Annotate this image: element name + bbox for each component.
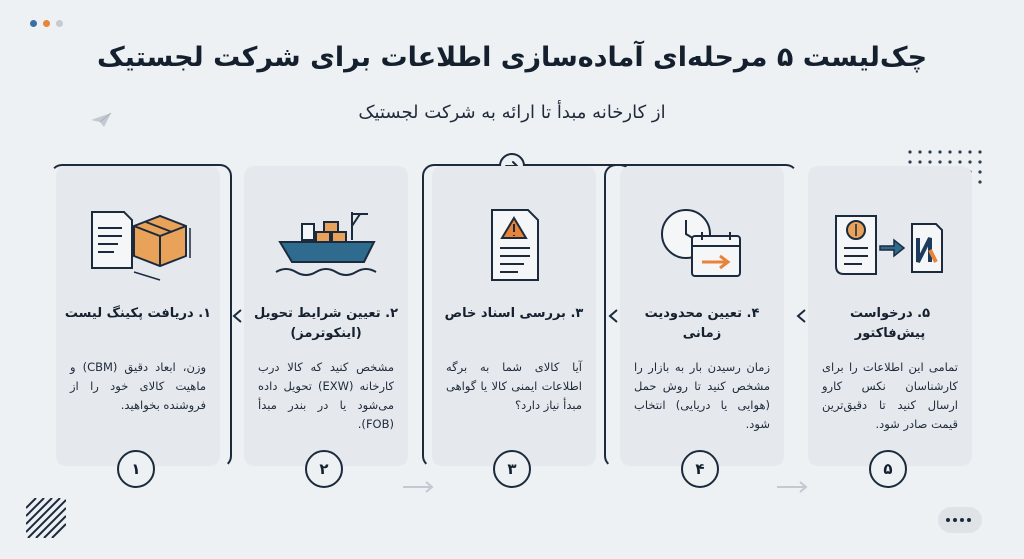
step-description: آیا کالای شما به برگه اطلاعات ایمنی کالا یا گواهی مبدأ نیاز دارد؟ [446,360,582,412]
warning-document-icon [454,206,574,284]
step-title: ۵. درخواست پیش‌فاکتور [849,306,931,341]
page-subtitle: از کارخانه مبدأ تا ارائه به شرکت لجستیک [358,102,666,123]
chevron-left-icon [796,309,807,323]
step-card-5 [808,166,972,478]
chevron-left-icon [608,309,619,323]
step-description: وزن، ابعاد دقیق (CBM) و ماهیت کالای خود را از فروشنده بخواهید. [70,360,207,412]
dot-orange [43,20,50,27]
dot-blue [30,20,37,27]
step-card-1 [56,166,220,478]
dot-grey [56,20,63,27]
stripes-decoration [26,498,66,538]
box-document-icon [78,206,198,284]
step-number: ۵ [869,450,907,488]
faint-arrow-icon [402,480,436,494]
step-title: ۳. بررسی اسناد خاص [444,306,584,321]
step-card-2 [244,166,408,478]
chevron-left-icon [232,309,243,323]
paper-plane-icon [90,112,112,128]
page-title: چک‌لیست ۵ مرحله‌ای آماده‌سازی اطلاعات برای شرکت لجستیک [96,42,928,73]
step-card-4 [620,166,784,478]
cargo-ship-icon [266,206,386,284]
step-number: ۱ [117,450,155,488]
more-dots-icon [938,507,982,533]
step-title: ۴. تعیین محدودیت زمانی [644,306,760,341]
step-description: زمان رسیدن بار به بازار را مشخص کنید تا روش حمل (هوایی یا دریایی) انتخاب شود. [634,360,770,431]
step-number: ۴ [681,450,719,488]
step-number: ۳ [493,450,531,488]
step-number: ۲ [305,450,343,488]
step-description: مشخص کنید که کالا درب کارخانه (EXW) تحویل داده می‌شود یا در بندر مبدأ (FOB). [258,360,394,431]
step-title: ۱. دریافت پکینگ لیست [64,306,212,321]
faint-arrow-icon [776,480,810,494]
step-card-3 [432,166,596,478]
step-title: ۲. تعیین شرایط تحویل (اینکوترمز) [254,306,398,341]
step-description: تمامی این اطلاعات را برای کارشناسان نکس کارو ارسال کنید تا دقیق‌ترین قیمت صادر شود. [822,360,958,431]
invoice-logo-icon [830,206,950,284]
window-dots [30,20,63,27]
clock-calendar-icon [642,206,762,284]
